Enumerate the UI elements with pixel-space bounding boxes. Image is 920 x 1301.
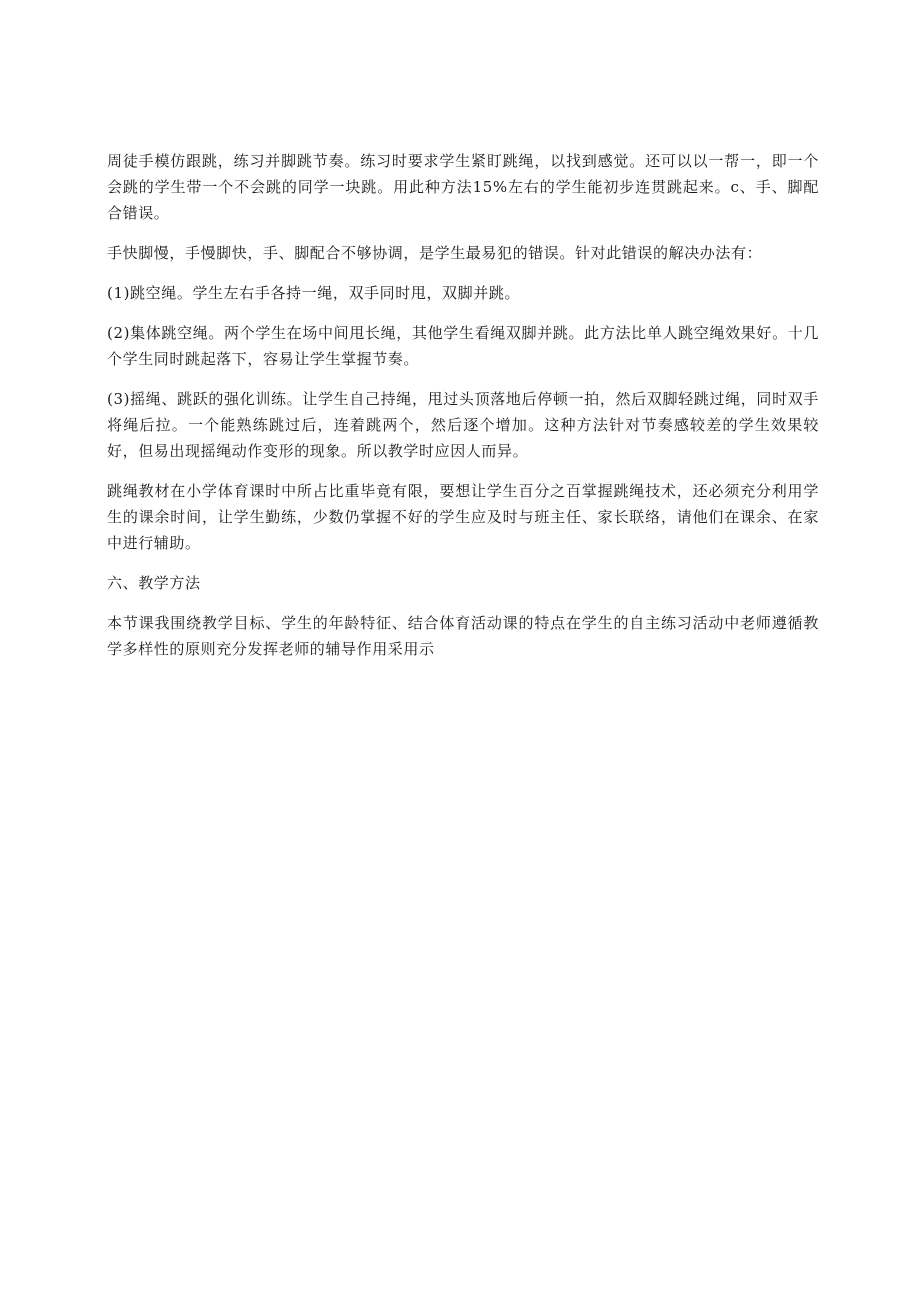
paragraph-teaching-method: 本节课我围绕教学目标、学生的年龄特征、结合体育活动课的特点在学生的自主练习活动中老师遵循教学多样性的原则充分发挥老师的辅导作用采用示 — [107, 614, 819, 658]
paragraph-method-2: (2)集体跳空绳。两个学生在场中间甩长绳，其他学生看绳双脚并跳。此方法比单人跳空绳效果好。十几个学生同时跳起落下，容易让学生掌握节奏。 — [107, 324, 819, 368]
paragraph-after-class-practice: 跳绳教材在小学体育课时中所占比重毕竟有限，要想让学生百分之百掌握跳绳技术，还必须充分利用学生的课余时间，让学生勤练，少数仍掌握不好的学生应及时与班主任、家长联络，请他们在课余、在家中进行辅助。 — [107, 482, 819, 552]
paragraph-method-1: (1)跳空绳。学生左右手各持一绳，双手同时甩，双脚并跳。 — [107, 284, 521, 302]
document-body — [107, 148, 819, 676]
section-heading: 六、教学方法 — [107, 574, 201, 592]
paragraph-rope-imitation: 周徒手模仿跟跳，练习并脚跳节奏。练习时要求学生紧盯跳绳，以找到感觉。还可以以一帮一，即一个会跳的学生带一个不会跳的同学一块跳。用此种方法15%左右的学生能初步连贯跳起来。c、手、脚配合错误。 — [107, 152, 819, 222]
paragraph-method-3: (3)摇绳、跳跃的强化训练。让学生自己持绳，甩过头顶落地后停顿一拍，然后双脚轻跳过绳，同时双手将绳后拉。一个能熟练跳过后，连着跳两个，然后逐个增加。这种方法针对节奏感较差的学生效果较好，但易出现摇绳动作变形的现象。所以教学时应因人而异。 — [107, 390, 819, 460]
paragraph-common-errors: 手快脚慢，手慢脚快，手、脚配合不够协调，是学生最易犯的错误。针对此错误的解决办法有： — [107, 244, 763, 262]
